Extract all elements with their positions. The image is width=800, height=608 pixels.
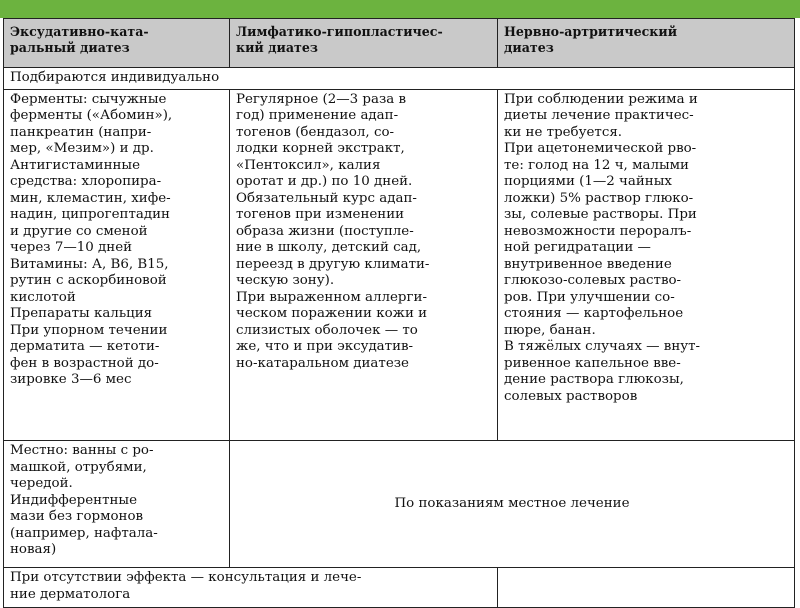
header-cell-arthritic: Нервно-артритический диатез <box>498 19 795 68</box>
green-header-bar <box>0 0 800 18</box>
table-row-individual <box>4 68 795 90</box>
full-width-cell: Подбираются индивидуально <box>4 68 795 90</box>
header-cell-lymphatic: Лимфатико-гипопластичес- кий диатез <box>230 19 498 68</box>
cell-lymphatic-treatment: Регулярное (2—3 раза в год) применение адап- тогенов (бендазол, со- лодки корней экстракт, «Пентоксил», калия оротат и др.) по 10 дней. Обязательный курс адап- тогенов при изменении образа жизни (поступле- ние в школу, детский сад, переезд в другую климати- ческую зону). При выраженном аллерги- ческом поражении кожи и слизистых оболочек — то же, что и при эксудатив- но-катаральном диатезе <box>230 89 498 441</box>
cell-local-indication: По показаниям местное лечение <box>230 441 795 568</box>
diathesis-treatment-table <box>3 18 795 608</box>
header-cell-exudative: Эксудативно-ката- ральный диатез <box>4 19 230 68</box>
cell-local-treatment: Местно: ванны с ро- машкой, отрубями, чередой. Индифферентные мази без гормонов (например, нафтала- новая) <box>4 441 230 568</box>
cell-arthritic-treatment: При соблюдении режима и диеты лечение практичес- ки не требуется. При ацетонемической рво- те: голод на 12 ч, малыми порциями (1—2 чайных ложки) 5% раствор глюко- зы, солевые растворы. При невозможности пероралъ- ной регидратации — внутривенное введение глюкозо-солевых раство- ров. При улучшении со- стояния — картофельное пюре, банан. В тяжёлых случаях — внут- ривенное капельное вве- дение раствора глюкозы, солевых растворов <box>498 89 795 441</box>
table-row-main <box>4 89 795 441</box>
table-row-dermatologist <box>4 568 795 608</box>
cell-exudative-treatment: Ферменты: сычужные ферменты («Абомин»), панкреатин (напри- мер, «Мезим») и др. Антигистаминные средства: хлоропира- мин, клемастин, хифе- надин, ципрогептадин и другие со сменой через 7—10 дней Витамины: А, В6, В15, рутин с аскорбиновой кислотой Препараты кальция При упорном течении дерматита — кетоти- фен в возрастной до- зировке 3—6 мес <box>4 89 230 441</box>
cell-dermatologist: При отсутствии эффекта — консультация и лече- ние дерматолога <box>4 568 498 608</box>
table-header-row <box>4 19 795 68</box>
cell-empty <box>498 568 795 608</box>
table-row-local <box>4 441 795 568</box>
